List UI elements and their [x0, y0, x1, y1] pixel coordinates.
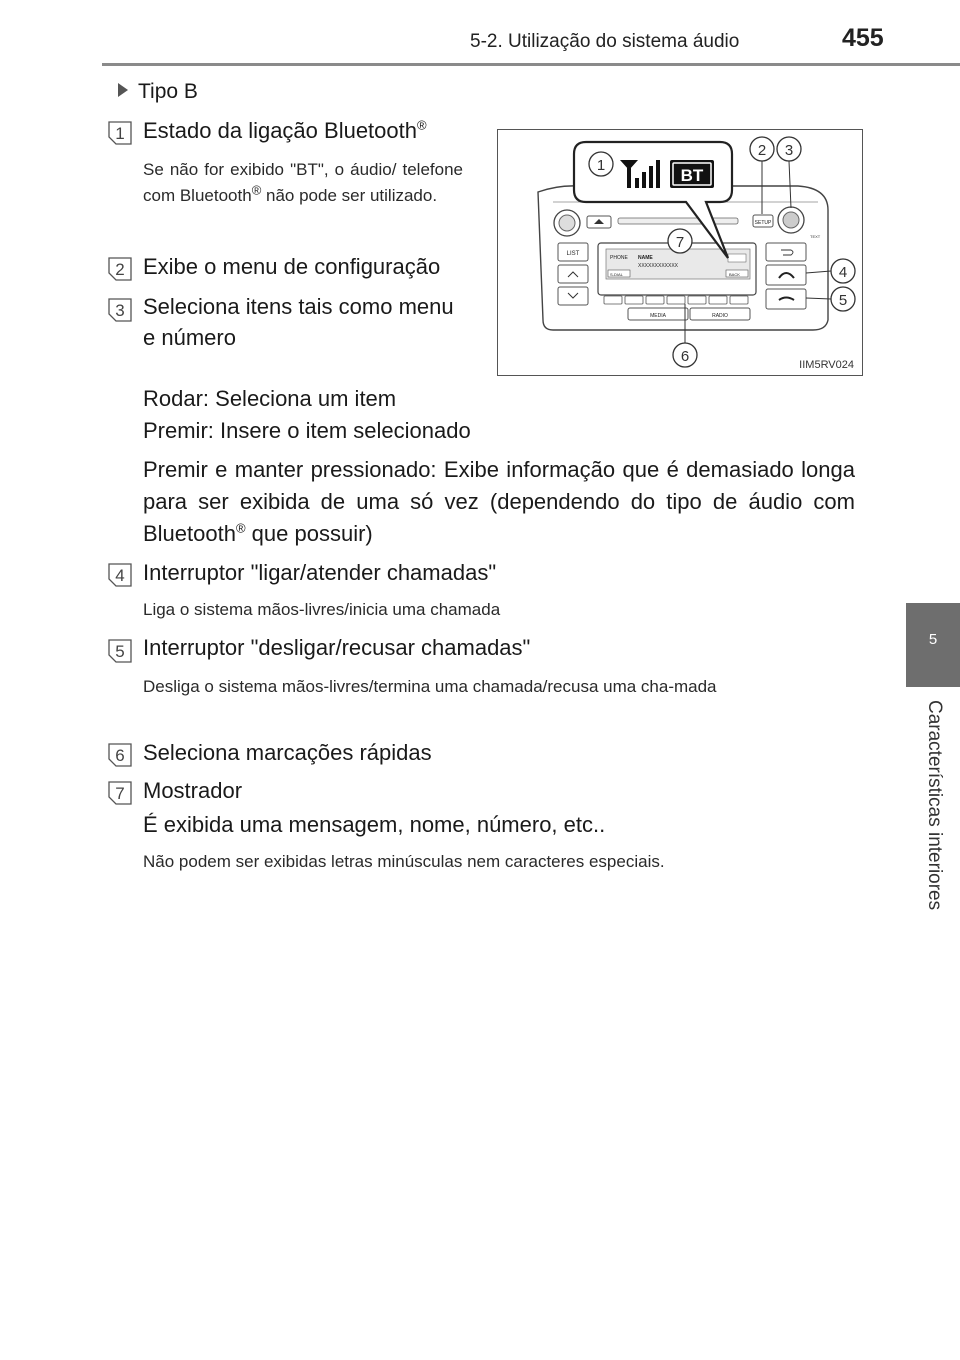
callout-7-label: 7	[675, 234, 685, 251]
callout-3-label: 3	[784, 142, 794, 159]
item-title-text: Estado da ligação Bluetooth	[143, 118, 417, 143]
hangup-phone-button	[766, 289, 806, 309]
setup-label: SETUP	[754, 220, 772, 226]
figure-code: IIM5RV024	[799, 359, 854, 371]
callout-5-label: 5	[838, 292, 848, 309]
text-label: TEXT	[810, 234, 821, 239]
back-label: BACK	[729, 272, 740, 277]
power-knob-inner	[559, 215, 575, 231]
item-detail: É exibida uma mensagem, nome, número, etc..	[143, 812, 606, 837]
item-number-badge	[108, 743, 132, 767]
audio-panel-illustration	[498, 130, 862, 375]
item-paragraph-text: Premir e manter pressionado: Exibe informação que é demasiado longa para ser exibida de uma só vez (dependendo do tipo de áudio com Bluetooth	[143, 457, 855, 546]
item-number: 1	[115, 124, 125, 143]
item-title: Mostrador	[143, 778, 243, 803]
bt-indicator-small	[728, 254, 746, 262]
item-note-text: Se não for exibido "BT", o áudio/ telefone com Bluetooth	[143, 160, 463, 205]
header-rule	[102, 63, 960, 66]
back-button	[766, 243, 806, 261]
item-title: Interruptor "ligar/atender chamadas"	[143, 560, 497, 585]
list-label: LIST	[566, 251, 580, 257]
chapter-tab	[906, 603, 960, 687]
item-number-badge	[108, 639, 132, 663]
item-number: 3	[115, 301, 125, 320]
media-label: MEDIA	[650, 313, 666, 319]
number-label: XXXXXXXXXXXX	[638, 263, 679, 269]
callout-2-label: 2	[757, 142, 767, 159]
speed-dial-label: S-DIAL	[610, 272, 623, 277]
item-note: Desliga o sistema mãos-livres/termina uma chamada/recusa uma cha-mada	[143, 677, 717, 696]
item-number-badge	[108, 781, 132, 805]
item-number: 7	[115, 784, 125, 803]
item-number: 4	[115, 566, 125, 585]
item-number: 2	[115, 260, 125, 279]
item-note-text: não pode ser utilizado.	[261, 186, 438, 205]
chapter-title-container	[908, 700, 958, 930]
triangle-bullet-icon	[118, 83, 128, 97]
header-title: 5-2. Utilização do sistema áudio	[470, 31, 740, 52]
pickup-phone-button	[766, 265, 806, 285]
item-title: Seleciona itens tais como menu	[143, 294, 454, 319]
item-number: 6	[115, 746, 125, 765]
registered-mark: ®	[416, 117, 427, 133]
item-paragraph	[143, 454, 855, 550]
item-number-badge	[108, 121, 132, 145]
bluetooth-badge-text: BT	[680, 166, 704, 185]
item-number-badge	[108, 298, 132, 322]
registered-mark: ®	[251, 182, 262, 198]
phone-label: PHONE	[610, 255, 628, 261]
audio-panel-figure	[497, 129, 863, 376]
item-title: Interruptor "desligar/recusar chamadas"	[143, 635, 531, 660]
callout-1-label: 1	[596, 157, 606, 174]
tune-knob-inner	[783, 212, 799, 228]
item-number-badge	[108, 563, 132, 587]
chapter-number: 5	[928, 631, 938, 648]
section-title	[118, 80, 198, 104]
registered-mark: ®	[235, 520, 246, 536]
name-label: NAME	[638, 255, 653, 261]
item-note	[143, 157, 463, 209]
item-detail: Rodar: Seleciona um item	[143, 386, 397, 411]
callout-6-label: 6	[680, 348, 690, 365]
item-number-badge	[108, 257, 132, 281]
item-paragraph-text: que possuir)	[245, 521, 373, 546]
item-number: 5	[115, 642, 125, 661]
item-title: Seleciona marcações rápidas	[143, 740, 432, 765]
item-detail: Premir: Insere o item selecionado	[143, 418, 471, 443]
item-note: Não podem ser exibidas letras minúsculas nem caracteres especiais.	[143, 852, 665, 871]
item-title: Exibe o menu de configuração	[143, 254, 441, 279]
chapter-title: Características interiores	[924, 700, 945, 911]
page-number: 455	[842, 24, 884, 52]
preset-buttons	[604, 296, 748, 304]
up-button	[558, 265, 588, 283]
cd-slot	[618, 218, 738, 224]
item-note: Liga o sistema mãos-livres/inicia uma chamada	[143, 600, 501, 619]
down-button	[558, 287, 588, 305]
item-title: e número	[143, 325, 236, 350]
item-title	[143, 118, 427, 144]
radio-label: RADIO	[712, 313, 728, 319]
section-title-text: Tipo B	[138, 80, 198, 103]
callout-4-label: 4	[838, 264, 848, 281]
